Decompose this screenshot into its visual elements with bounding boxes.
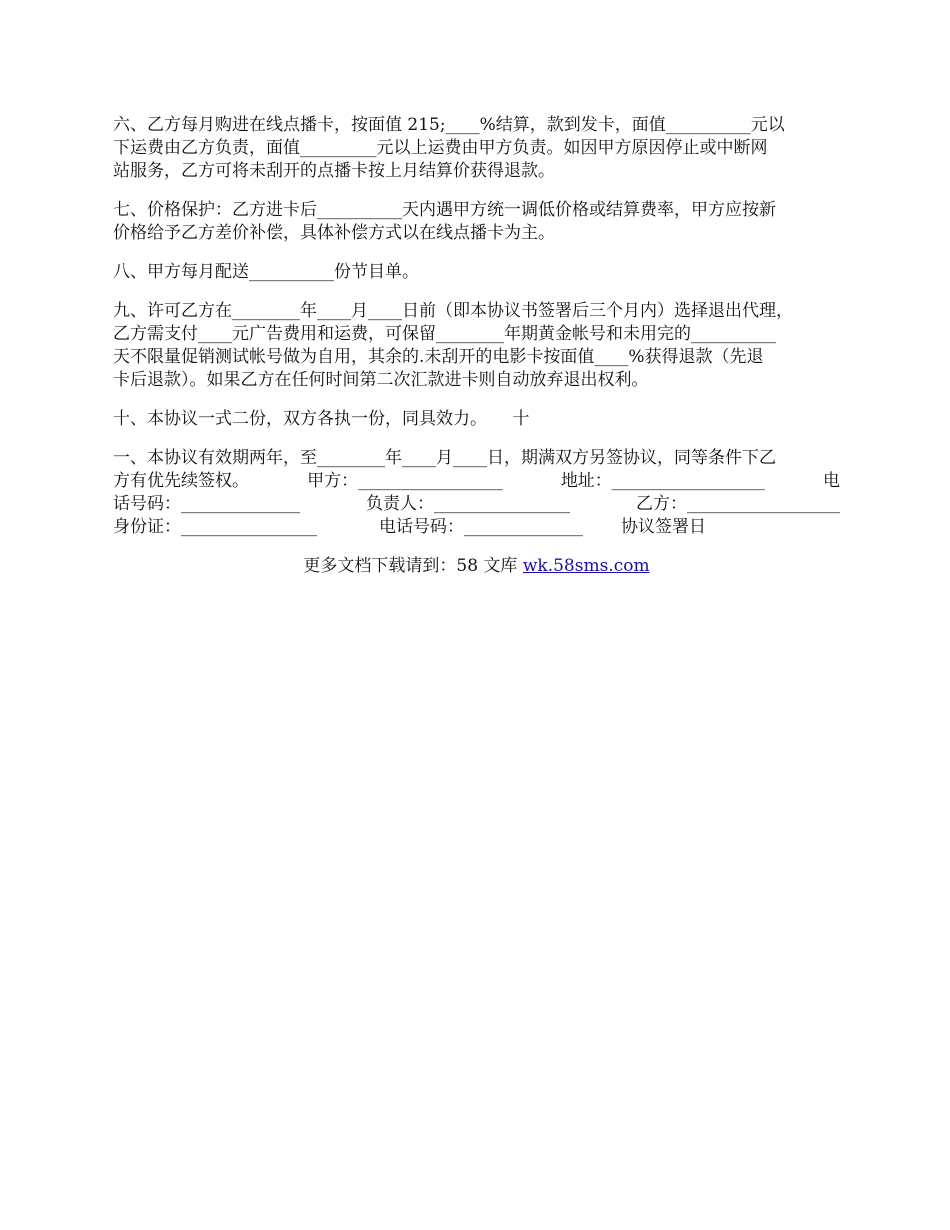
clause-6 — [113, 114, 840, 183]
clause-9 — [113, 300, 840, 392]
phone-number-field: 话号码：______________ — [113, 494, 300, 514]
clause-9-line-4: 卡后退款）。如果乙方在任何时间第二次汇款进卡则自动放弃退出权利。 — [113, 370, 649, 390]
document-page — [113, 114, 840, 578]
clause-11 — [113, 447, 840, 539]
clause-9-line-2: 乙方需支付____元广告费用和运费，可保留________年期黄金帐号和未用完的__________ — [113, 324, 776, 344]
clause-10-line-1: 十、本协议一式二份，双方各执一份，同具效力。 十 — [113, 409, 530, 429]
clause-8-line-1: 八、甲方每月配送__________份节目单。 — [113, 262, 419, 282]
clause-11-line-1: 一、本协议有效期两年，至________年____月____日，期满双方另签协议，同等条件下乙 — [113, 448, 776, 468]
phone-number-field-2: 电话号码：______________ — [379, 517, 583, 537]
clause-6-line-3: 站服务，乙方可将未刮开的点播卡按上月结算价获得退款。 — [113, 161, 555, 181]
clause-10 — [113, 408, 840, 431]
clause-7-line-2: 价格给予乙方差价补偿，具体补偿方式以在线点播卡为主。 — [113, 223, 555, 243]
clause-7-line-1: 七、价格保护：乙方进卡后__________天内遇甲方统一调低价格或结算费率，甲方应按新 — [113, 200, 776, 220]
signature-row-2 — [113, 493, 840, 516]
responsible-person-field: 负责人：________________ — [366, 494, 570, 514]
clause-7 — [113, 199, 840, 245]
id-card-field: 身份证：________________ — [113, 517, 317, 537]
footer — [113, 555, 840, 578]
footer-text: 更多文档下载请到：58 文库 — [303, 556, 523, 576]
signing-date-label: 协议签署日 — [621, 517, 706, 537]
priority-renewal-text: 方有优先续签权。 — [113, 471, 249, 491]
clause-9-line-1: 九、许可乙方在________年____月____日前（即本协议书签署后三个月内）选择退出代理， — [113, 301, 793, 321]
party-a-field: 甲方：_________________ — [307, 471, 503, 491]
address-field: 地址：__________________ — [560, 471, 765, 491]
party-b-field: 乙方：__________________ — [636, 494, 840, 514]
clause-6-line-1: 六、乙方每月购进在线点播卡，按面值 215;____%结算，款到发卡，面值__________元以 — [113, 115, 785, 135]
clause-6-line-2: 下运费由乙方负责，面值_________元以上运费由甲方负责。如因甲方原因停止或中断网 — [113, 138, 768, 158]
signature-row-1 — [113, 470, 840, 493]
phone-label-start: 电 — [822, 471, 840, 491]
signature-row-3 — [113, 516, 840, 539]
clause-9-line-3: 天不限量促销测试帐号做为自用，其余的.未刮开的电影卡按面值____%获得退款（先退 — [113, 347, 764, 367]
footer-link[interactable]: wk.58sms.com — [522, 556, 650, 576]
clause-8 — [113, 261, 840, 284]
